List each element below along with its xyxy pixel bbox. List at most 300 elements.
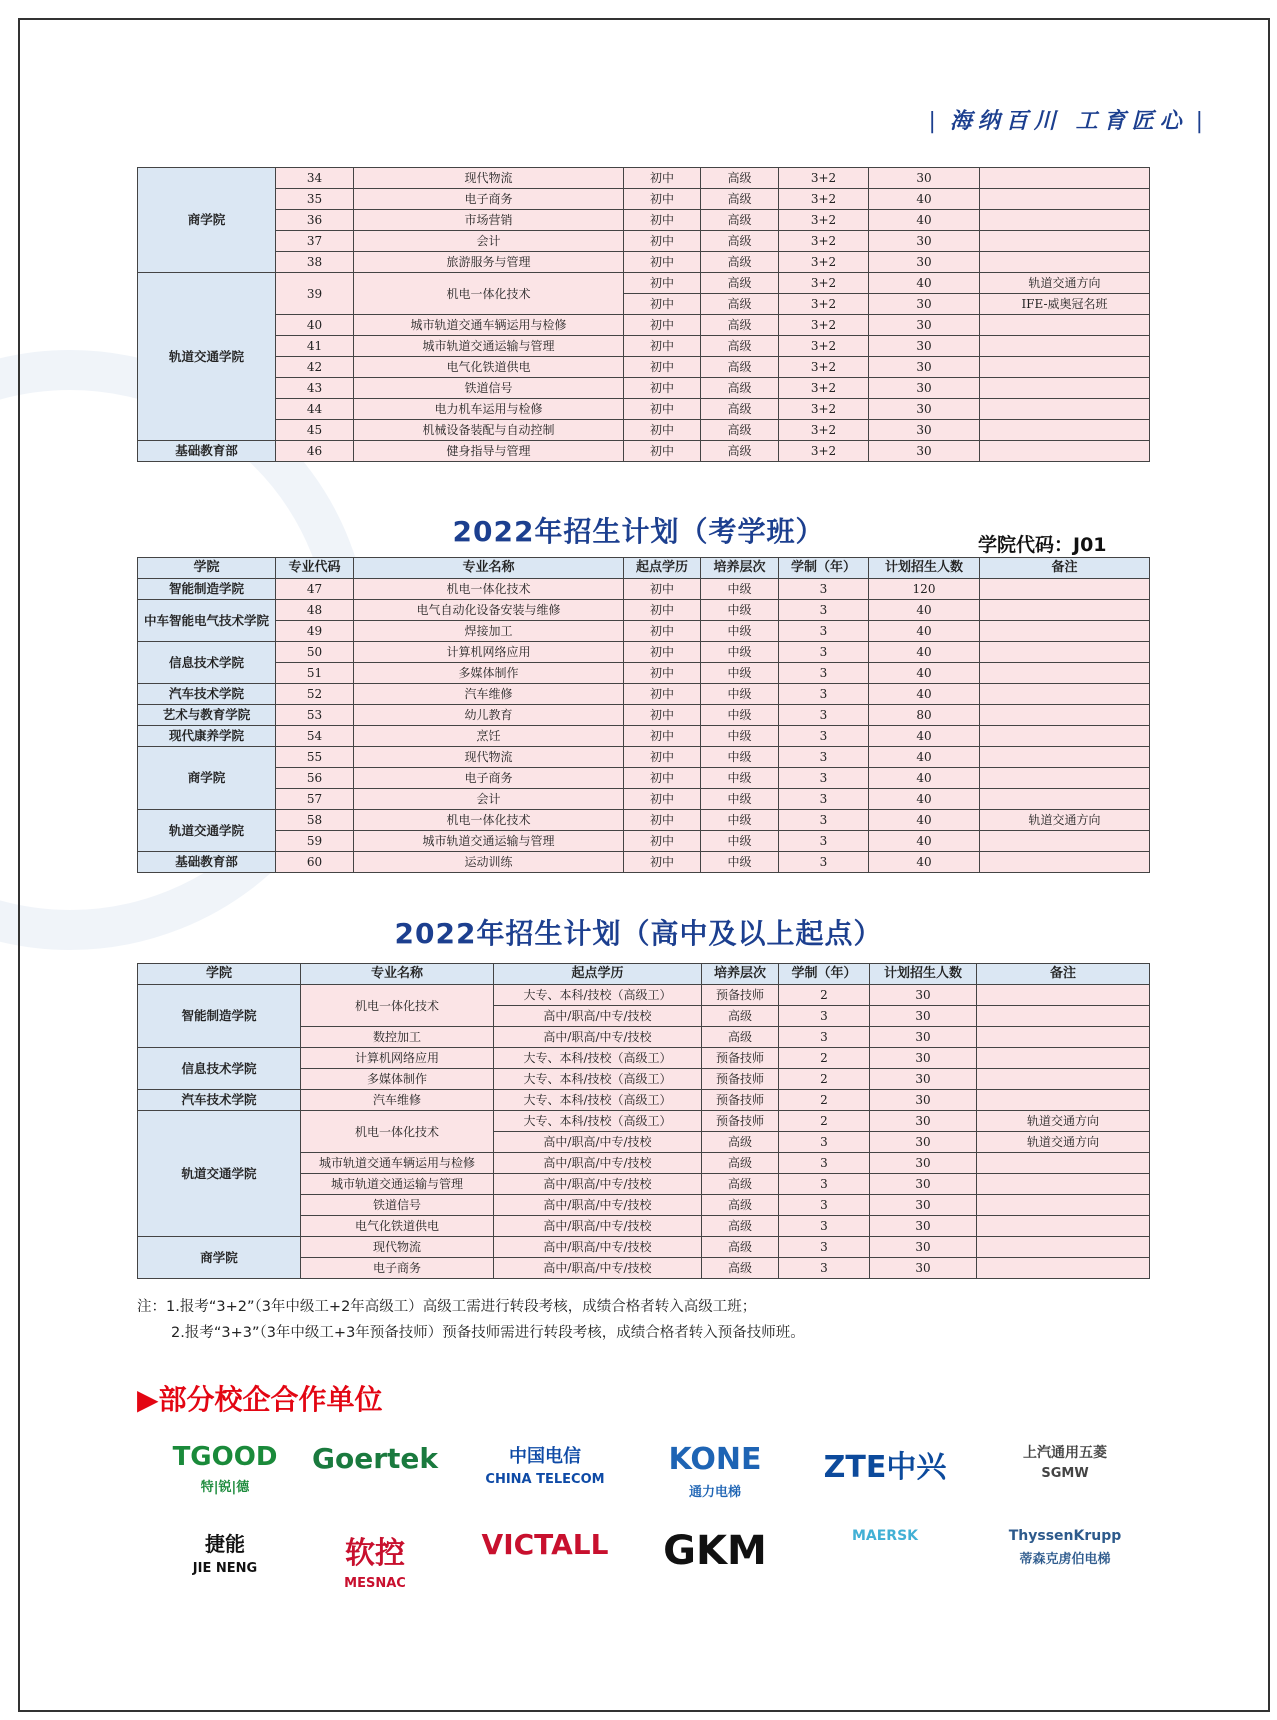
college-cell: 智能制造学院 bbox=[138, 985, 301, 1048]
note-cell bbox=[980, 642, 1150, 663]
years-cell: 3+2 bbox=[779, 441, 869, 462]
college-cell: 轨道交通学院 bbox=[138, 1111, 301, 1237]
column-header: 学院 bbox=[138, 964, 301, 985]
start-cell: 高中/职高/中专/技校 bbox=[494, 1216, 702, 1237]
start-cell: 初中 bbox=[624, 231, 701, 252]
partner-logo-sub: JIE NENG bbox=[192, 1561, 258, 1576]
years-cell: 3 bbox=[779, 621, 869, 642]
partner-logo bbox=[640, 1442, 790, 1500]
note-cell bbox=[977, 1027, 1150, 1048]
code-cell: 46 bbox=[276, 441, 354, 462]
num-cell: 30 bbox=[870, 1090, 977, 1111]
partners-heading: ▶部分校企合作单位 bbox=[137, 1383, 383, 1416]
table-row bbox=[138, 378, 1150, 399]
level-cell: 高级 bbox=[701, 294, 779, 315]
major-cell: 机电一体化技术 bbox=[354, 810, 624, 831]
level-cell: 高级 bbox=[701, 189, 779, 210]
college-cell: 信息技术学院 bbox=[138, 642, 276, 684]
column-header: 备注 bbox=[977, 964, 1150, 985]
start-cell: 高中/职高/中专/技校 bbox=[494, 1153, 702, 1174]
years-cell: 3 bbox=[779, 642, 869, 663]
column-header: 学院 bbox=[138, 558, 276, 579]
note-cell bbox=[980, 600, 1150, 621]
table-row bbox=[138, 1237, 1150, 1258]
start-cell: 初中 bbox=[624, 420, 701, 441]
level-cell: 高级 bbox=[702, 1174, 779, 1195]
num-cell: 40 bbox=[869, 831, 980, 852]
partner-logo-sub: 通力电梯 bbox=[688, 1485, 741, 1500]
college-cell: 商学院 bbox=[138, 168, 276, 273]
major-cell: 城市轨道交通运输与管理 bbox=[354, 336, 624, 357]
partner-logo-name: KONE bbox=[668, 1442, 762, 1477]
partner-logo-name: ThyssenKrupp bbox=[1008, 1528, 1122, 1544]
start-cell: 初中 bbox=[624, 168, 701, 189]
level-cell: 中级 bbox=[701, 705, 779, 726]
years-cell: 3+2 bbox=[779, 168, 869, 189]
major-cell: 计算机网络应用 bbox=[301, 1048, 494, 1069]
column-header: 学制（年） bbox=[779, 964, 870, 985]
start-cell: 初中 bbox=[624, 315, 701, 336]
code-cell: 34 bbox=[276, 168, 354, 189]
num-cell: 30 bbox=[870, 1153, 977, 1174]
level-cell: 高级 bbox=[701, 231, 779, 252]
start-cell: 高中/职高/中专/技校 bbox=[494, 1258, 702, 1279]
major-cell: 城市轨道交通运输与管理 bbox=[301, 1174, 494, 1195]
partner-logo-sub: MESNAC bbox=[344, 1576, 406, 1591]
years-cell: 3+2 bbox=[779, 399, 869, 420]
major-cell: 铁道信号 bbox=[354, 378, 624, 399]
num-cell: 40 bbox=[869, 273, 980, 294]
num-cell: 80 bbox=[869, 705, 980, 726]
start-cell: 初中 bbox=[624, 441, 701, 462]
note-cell bbox=[977, 1195, 1150, 1216]
table-row bbox=[138, 231, 1150, 252]
code-cell: 58 bbox=[276, 810, 354, 831]
code-cell: 55 bbox=[276, 747, 354, 768]
note-cell bbox=[977, 1237, 1150, 1258]
major-cell: 焊接加工 bbox=[354, 621, 624, 642]
note-cell bbox=[980, 831, 1150, 852]
years-cell: 3+2 bbox=[779, 210, 869, 231]
note-cell bbox=[980, 579, 1150, 600]
partner-logo-name: 软控 bbox=[345, 1536, 405, 1571]
major-cell: 汽车维修 bbox=[301, 1090, 494, 1111]
years-cell: 3 bbox=[779, 768, 869, 789]
partner-logo bbox=[810, 1528, 960, 1544]
years-cell: 2 bbox=[779, 1069, 870, 1090]
column-header: 计划招生人数 bbox=[869, 558, 980, 579]
level-cell: 中级 bbox=[701, 600, 779, 621]
major-cell: 城市轨道交通车辆运用与检修 bbox=[354, 315, 624, 336]
note-cell bbox=[980, 747, 1150, 768]
years-cell: 3+2 bbox=[779, 189, 869, 210]
column-header: 专业代码 bbox=[276, 558, 354, 579]
table-row bbox=[138, 684, 1150, 705]
start-cell: 初中 bbox=[624, 399, 701, 420]
major-cell: 市场营销 bbox=[354, 210, 624, 231]
code-cell: 53 bbox=[276, 705, 354, 726]
column-header: 专业名称 bbox=[301, 964, 494, 985]
code-cell: 40 bbox=[276, 315, 354, 336]
level-cell: 高级 bbox=[701, 252, 779, 273]
note-cell bbox=[980, 684, 1150, 705]
years-cell: 3 bbox=[779, 810, 869, 831]
level-cell: 中级 bbox=[701, 789, 779, 810]
num-cell: 30 bbox=[870, 1195, 977, 1216]
table-row bbox=[138, 831, 1150, 852]
years-cell: 3+2 bbox=[779, 378, 869, 399]
note-cell bbox=[980, 789, 1150, 810]
note-cell bbox=[977, 1090, 1150, 1111]
note-cell bbox=[977, 1174, 1150, 1195]
major-cell: 烹饪 bbox=[354, 726, 624, 747]
num-cell: 120 bbox=[869, 579, 980, 600]
code-cell: 41 bbox=[276, 336, 354, 357]
table-row bbox=[138, 168, 1150, 189]
code-cell: 45 bbox=[276, 420, 354, 441]
start-cell: 初中 bbox=[624, 663, 701, 684]
num-cell: 30 bbox=[870, 1069, 977, 1090]
note-cell bbox=[980, 663, 1150, 684]
num-cell: 30 bbox=[869, 441, 980, 462]
major-cell: 机电一体化技术 bbox=[354, 273, 624, 315]
table-row bbox=[138, 336, 1150, 357]
level-cell: 高级 bbox=[701, 168, 779, 189]
num-cell: 30 bbox=[869, 357, 980, 378]
major-cell: 机电一体化技术 bbox=[301, 985, 494, 1027]
table-row bbox=[138, 189, 1150, 210]
years-cell: 3 bbox=[779, 705, 869, 726]
column-header: 培养层次 bbox=[701, 558, 779, 579]
years-cell: 3 bbox=[779, 1153, 870, 1174]
years-cell: 3 bbox=[779, 600, 869, 621]
num-cell: 30 bbox=[869, 399, 980, 420]
num-cell: 30 bbox=[870, 1174, 977, 1195]
college-cell: 汽车技术学院 bbox=[138, 684, 276, 705]
column-header: 培养层次 bbox=[702, 964, 779, 985]
major-cell: 现代物流 bbox=[354, 747, 624, 768]
partner-logo bbox=[150, 1528, 300, 1576]
major-cell: 电子商务 bbox=[354, 189, 624, 210]
note-cell bbox=[980, 210, 1150, 231]
start-cell: 初中 bbox=[624, 357, 701, 378]
years-cell: 3+2 bbox=[779, 231, 869, 252]
code-cell: 37 bbox=[276, 231, 354, 252]
start-cell: 大专、本科/技校（高级工） bbox=[494, 985, 702, 1006]
start-cell: 初中 bbox=[624, 705, 701, 726]
note-cell: IFE-威奥冠名班 bbox=[980, 294, 1150, 315]
partner-logo-name: 中国电信 bbox=[509, 1446, 581, 1467]
partner-logo-name: GKM bbox=[663, 1528, 767, 1574]
num-cell: 40 bbox=[869, 642, 980, 663]
code-cell: 59 bbox=[276, 831, 354, 852]
partner-logo-sub: 特|锐|德 bbox=[200, 1480, 250, 1495]
note-cell bbox=[980, 189, 1150, 210]
num-cell: 40 bbox=[869, 210, 980, 231]
partner-logo-name: Goertek bbox=[311, 1442, 438, 1475]
level-cell: 高级 bbox=[701, 399, 779, 420]
start-cell: 高中/职高/中专/技校 bbox=[494, 1027, 702, 1048]
major-cell: 运动训练 bbox=[354, 852, 624, 873]
code-cell: 60 bbox=[276, 852, 354, 873]
years-cell: 2 bbox=[779, 1048, 870, 1069]
table-row bbox=[138, 810, 1150, 831]
code-cell: 47 bbox=[276, 579, 354, 600]
start-cell: 初中 bbox=[624, 768, 701, 789]
table-row bbox=[138, 852, 1150, 873]
table-row bbox=[138, 1048, 1150, 1069]
num-cell: 40 bbox=[869, 768, 980, 789]
major-cell: 电子商务 bbox=[354, 768, 624, 789]
level-cell: 高级 bbox=[702, 1237, 779, 1258]
num-cell: 40 bbox=[869, 189, 980, 210]
note-cell: 轨道交通方向 bbox=[977, 1111, 1150, 1132]
note-cell: 轨道交通方向 bbox=[977, 1132, 1150, 1153]
table-row bbox=[138, 789, 1150, 810]
note-cell bbox=[977, 1069, 1150, 1090]
note-cell bbox=[980, 357, 1150, 378]
table-row bbox=[138, 357, 1150, 378]
major-cell: 电气自动化设备安装与维修 bbox=[354, 600, 624, 621]
years-cell: 3 bbox=[779, 747, 869, 768]
years-cell: 3+2 bbox=[779, 252, 869, 273]
start-cell: 高中/职高/中专/技校 bbox=[494, 1132, 702, 1153]
note-cell bbox=[980, 852, 1150, 873]
start-cell: 初中 bbox=[624, 210, 701, 231]
level-cell: 高级 bbox=[701, 441, 779, 462]
partner-logo-name: 捷能 bbox=[205, 1532, 245, 1556]
major-cell: 旅游服务与管理 bbox=[354, 252, 624, 273]
start-cell: 初中 bbox=[624, 252, 701, 273]
table-row bbox=[138, 420, 1150, 441]
college-cell: 轨道交通学院 bbox=[138, 273, 276, 441]
enrollment-table-continued bbox=[137, 167, 1150, 462]
code-cell: 57 bbox=[276, 789, 354, 810]
start-cell: 初中 bbox=[624, 642, 701, 663]
code-cell: 48 bbox=[276, 600, 354, 621]
level-cell: 预备技师 bbox=[702, 1048, 779, 1069]
code-cell: 49 bbox=[276, 621, 354, 642]
major-cell: 会计 bbox=[354, 789, 624, 810]
years-cell: 3 bbox=[779, 789, 869, 810]
plan-title-exam: 2022年招生计划（考学班） bbox=[452, 515, 825, 548]
note-cell: 轨道交通方向 bbox=[980, 273, 1150, 294]
code-cell: 39 bbox=[276, 273, 354, 315]
code-cell: 54 bbox=[276, 726, 354, 747]
table-row bbox=[138, 579, 1150, 600]
level-cell: 高级 bbox=[702, 1153, 779, 1174]
major-cell: 会计 bbox=[354, 231, 624, 252]
note-cell bbox=[980, 336, 1150, 357]
slogan: | 海纳百川 工育匠心 | bbox=[928, 109, 1209, 134]
note-cell bbox=[980, 252, 1150, 273]
start-cell: 初中 bbox=[624, 747, 701, 768]
num-cell: 40 bbox=[869, 621, 980, 642]
start-cell: 高中/职高/中专/技校 bbox=[494, 1195, 702, 1216]
note-cell bbox=[980, 231, 1150, 252]
table-row bbox=[138, 210, 1150, 231]
table-row bbox=[138, 399, 1150, 420]
level-cell: 高级 bbox=[701, 315, 779, 336]
partner-logo-name: VICTALL bbox=[481, 1528, 609, 1561]
major-cell: 城市轨道交通车辆运用与检修 bbox=[301, 1153, 494, 1174]
column-header: 学制（年） bbox=[779, 558, 869, 579]
major-cell: 机械设备装配与自动控制 bbox=[354, 420, 624, 441]
years-cell: 3 bbox=[779, 1216, 870, 1237]
level-cell: 中级 bbox=[701, 684, 779, 705]
enrollment-table-highschool bbox=[137, 963, 1150, 1279]
num-cell: 30 bbox=[869, 378, 980, 399]
num-cell: 30 bbox=[870, 1132, 977, 1153]
table-row bbox=[138, 1111, 1150, 1132]
level-cell: 预备技师 bbox=[702, 985, 779, 1006]
num-cell: 30 bbox=[869, 294, 980, 315]
num-cell: 30 bbox=[869, 168, 980, 189]
level-cell: 高级 bbox=[702, 1027, 779, 1048]
years-cell: 3 bbox=[779, 1237, 870, 1258]
partner-logo-sub: CHINA TELECOM bbox=[485, 1472, 605, 1487]
partner-logo bbox=[990, 1528, 1140, 1567]
note-cell bbox=[980, 168, 1150, 189]
years-cell: 3 bbox=[779, 1006, 870, 1027]
start-cell: 初中 bbox=[624, 831, 701, 852]
note-cell: 轨道交通方向 bbox=[980, 810, 1150, 831]
page-frame-right bbox=[1268, 18, 1270, 1712]
num-cell: 30 bbox=[870, 1111, 977, 1132]
partner-logo-sub: 蒂森克虏伯电梯 bbox=[1019, 1552, 1111, 1567]
note-cell bbox=[980, 621, 1150, 642]
level-cell: 高级 bbox=[702, 1006, 779, 1027]
college-cell: 轨道交通学院 bbox=[138, 810, 276, 852]
code-cell: 43 bbox=[276, 378, 354, 399]
num-cell: 40 bbox=[869, 726, 980, 747]
college-cell: 信息技术学院 bbox=[138, 1048, 301, 1090]
num-cell: 30 bbox=[870, 1048, 977, 1069]
table-row bbox=[138, 315, 1150, 336]
partner-logo bbox=[470, 1442, 620, 1487]
table-row bbox=[138, 747, 1150, 768]
level-cell: 预备技师 bbox=[702, 1111, 779, 1132]
code-cell: 42 bbox=[276, 357, 354, 378]
note-1: 注：1.报考“3+2”（3年中级工+2年高级工）高级工需进行转段考核，成绩合格者转入高级工班； bbox=[137, 1299, 757, 1315]
major-cell: 现代物流 bbox=[354, 168, 624, 189]
major-cell: 健身指导与管理 bbox=[354, 441, 624, 462]
start-cell: 大专、本科/技校（高级工） bbox=[494, 1048, 702, 1069]
notes bbox=[137, 1294, 805, 1346]
table-row bbox=[138, 273, 1150, 294]
level-cell: 高级 bbox=[701, 210, 779, 231]
partner-logo bbox=[990, 1442, 1140, 1481]
college-cell: 汽车技术学院 bbox=[138, 1090, 301, 1111]
code-cell: 38 bbox=[276, 252, 354, 273]
start-cell: 初中 bbox=[624, 294, 701, 315]
years-cell: 3+2 bbox=[779, 273, 869, 294]
note-cell bbox=[977, 1006, 1150, 1027]
note-cell bbox=[980, 768, 1150, 789]
start-cell: 初中 bbox=[624, 852, 701, 873]
major-cell: 幼儿教育 bbox=[354, 705, 624, 726]
note-cell bbox=[980, 420, 1150, 441]
college-cell: 商学院 bbox=[138, 747, 276, 810]
level-cell: 高级 bbox=[702, 1195, 779, 1216]
note-cell bbox=[977, 1048, 1150, 1069]
table-row bbox=[138, 441, 1150, 462]
num-cell: 30 bbox=[869, 231, 980, 252]
major-cell: 数控加工 bbox=[301, 1027, 494, 1048]
table-row bbox=[138, 663, 1150, 684]
start-cell: 初中 bbox=[624, 810, 701, 831]
num-cell: 40 bbox=[869, 810, 980, 831]
partner-logo bbox=[810, 1442, 960, 1486]
enrollment-table-exam bbox=[137, 557, 1150, 873]
start-cell: 高中/职高/中专/技校 bbox=[494, 1006, 702, 1027]
level-cell: 中级 bbox=[701, 621, 779, 642]
note-cell bbox=[980, 705, 1150, 726]
num-cell: 30 bbox=[870, 1216, 977, 1237]
level-cell: 中级 bbox=[701, 726, 779, 747]
start-cell: 大专、本科/技校（高级工） bbox=[494, 1069, 702, 1090]
major-cell: 现代物流 bbox=[301, 1237, 494, 1258]
major-cell: 电气化铁道供电 bbox=[301, 1216, 494, 1237]
num-cell: 40 bbox=[869, 852, 980, 873]
level-cell: 高级 bbox=[702, 1258, 779, 1279]
code-cell: 35 bbox=[276, 189, 354, 210]
major-cell: 电力机车运用与检修 bbox=[354, 399, 624, 420]
column-header: 起点学历 bbox=[624, 558, 701, 579]
table-row bbox=[138, 726, 1150, 747]
code-cell: 50 bbox=[276, 642, 354, 663]
table-row bbox=[138, 621, 1150, 642]
start-cell: 初中 bbox=[624, 189, 701, 210]
code-cell: 36 bbox=[276, 210, 354, 231]
table-row bbox=[138, 600, 1150, 621]
years-cell: 2 bbox=[779, 985, 870, 1006]
num-cell: 40 bbox=[869, 663, 980, 684]
num-cell: 30 bbox=[870, 1237, 977, 1258]
column-header: 备注 bbox=[980, 558, 1150, 579]
note-cell bbox=[977, 1153, 1150, 1174]
college-cell: 现代康养学院 bbox=[138, 726, 276, 747]
level-cell: 中级 bbox=[701, 663, 779, 684]
level-cell: 高级 bbox=[701, 336, 779, 357]
table-row bbox=[138, 252, 1150, 273]
major-cell: 多媒体制作 bbox=[354, 663, 624, 684]
start-cell: 大专、本科/技校（高级工） bbox=[494, 1090, 702, 1111]
note-cell bbox=[980, 441, 1150, 462]
years-cell: 3 bbox=[779, 726, 869, 747]
partner-logo bbox=[300, 1528, 450, 1591]
college-cell: 基础教育部 bbox=[138, 441, 276, 462]
start-cell: 初中 bbox=[624, 600, 701, 621]
partner-logo-name: MAERSK bbox=[851, 1528, 919, 1544]
college-cell: 基础教育部 bbox=[138, 852, 276, 873]
level-cell: 预备技师 bbox=[702, 1090, 779, 1111]
level-cell: 中级 bbox=[701, 768, 779, 789]
num-cell: 40 bbox=[869, 600, 980, 621]
note-cell bbox=[977, 1258, 1150, 1279]
num-cell: 40 bbox=[869, 789, 980, 810]
start-cell: 初中 bbox=[624, 621, 701, 642]
num-cell: 30 bbox=[869, 336, 980, 357]
years-cell: 3 bbox=[779, 1258, 870, 1279]
partner-logo-name: ZTE中兴 bbox=[823, 1450, 947, 1485]
note-cell bbox=[980, 378, 1150, 399]
level-cell: 高级 bbox=[702, 1132, 779, 1153]
code-cell: 51 bbox=[276, 663, 354, 684]
partner-logo bbox=[470, 1528, 620, 1561]
years-cell: 3 bbox=[779, 1027, 870, 1048]
major-cell: 汽车维修 bbox=[354, 684, 624, 705]
